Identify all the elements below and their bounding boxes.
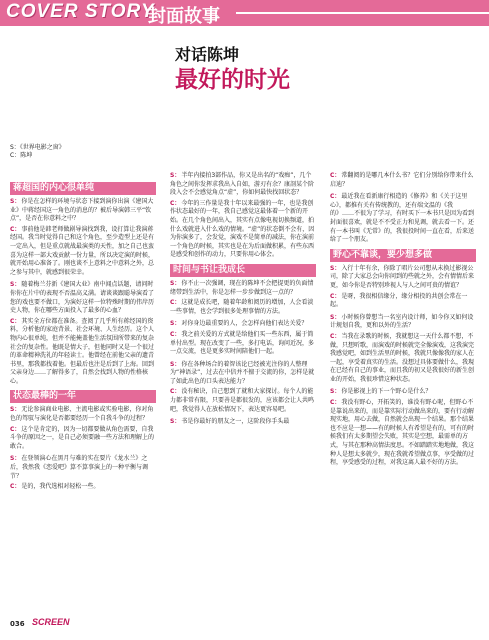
interview-answer <box>10 226 156 278</box>
interview-answer <box>330 193 476 245</box>
paragraph-text: 最近我在看新康行相造的《修养》和《关于这里心》，都推有关有传统教的，还有端文温的《我的》……不很为了学习，有时买下一本书只是因为看到封面很喜欢，就是不不受正力和见调，就去看一下。还有一本书叫《无常》的，我很投时间一直在看，后来送给了一个朋友。 <box>330 193 475 244</box>
paragraph-text: 你不止一次强调，现在的陈坤不会把提更的负面情绪带到生活中，你是怎样一步步做到这一点的？ <box>170 279 314 296</box>
paragraph-text: 小时候你曾想当一名室内设计师，如今你又如何设计规划自我，更和以外的生活？ <box>330 313 474 330</box>
section-label-en: COVER STORY <box>6 1 155 22</box>
text-column-3 <box>330 170 476 472</box>
speaker-label: C： <box>10 317 21 325</box>
paragraph-text: 随着梅兰芬新《建国大业》南中闻点话题，请问时你你在片中的表现不否温高义满。请谈谈跟聪导演看了您的戏也要不做口，为演好这样一位特殊时期的伟岸历史人物，你在哪些方面投入了最多的心血？ <box>10 281 155 315</box>
speaker-label: C： <box>10 225 21 233</box>
article-title: 对话陈坤 <box>175 45 240 64</box>
speaker-label: C： <box>330 332 341 340</box>
header-banner <box>0 0 489 26</box>
speaker-label: S： <box>170 279 181 287</box>
interview-question <box>10 406 156 423</box>
paragraph-text: 今年的三作量是我十年以来最强的一年，也是我创作状态最好的一年，我自己感觉这最体着一个新的开始。在几个角色间出入，其实有点像电视切换频道，拍什么戏就进入什么戏的情境。“虚”的状态倒不会有，因为你演多了，会发觉，演戏不是简单的减法，你在演前一个角色的时候，其实也是在为后面做积累，有些东西是感受和创作的动力，只要你用心体会。 <box>170 199 315 259</box>
interview-question <box>330 265 476 291</box>
interview-answer <box>330 172 476 189</box>
paragraph-text: 没有秘诀，自己想到了就和大家探讨。每个人的能力都非常有限，只要善是都很发的，应该都会让人共鸣吧，我觉得人在放松情况下，表达更容易吧。 <box>170 388 315 413</box>
paragraph-text: 半年内接拍3部作品，你又是出名的“戏痴”，几个角色之间你发挥求我出入自如，游刃有余？康剖某个阶段入会不会感觉角点“虚”，你如何最快找回状态？ <box>170 172 315 197</box>
interview-answer <box>330 399 476 468</box>
interview-question <box>10 455 156 481</box>
speaker-label: C： <box>10 425 21 433</box>
interview-question <box>170 418 316 427</box>
section-heading: 蒋超国的内心很单纯 <box>10 182 156 195</box>
speaker-label: S： <box>10 281 21 289</box>
interview-question <box>10 198 156 224</box>
speaker-label: S： <box>170 172 181 179</box>
article-subtitle: 最好的时光 <box>175 66 290 93</box>
section-heading: 状态最棒的一年 <box>10 390 156 403</box>
speaker-label: C： <box>170 388 181 396</box>
speaker-label: S： <box>170 418 181 426</box>
text-column-2 <box>170 170 316 429</box>
interview-answer <box>10 483 156 492</box>
paragraph-text: 入行十年有余，你除了唱片公司想从未换过影视公司，除了大家总会向你问到的些就之外，会有情情后来更，如今你是否特别珍视人与人之间可贵的情谊？ <box>330 264 475 289</box>
section-label-cn: 封面故事 <box>148 6 220 27</box>
paragraph-text: 书是你最好的朋友之一，这阶段你手头最 <box>181 418 290 426</box>
paragraph-text: 在登领演心在黑月与难的实在要片《龙水兰》之后，我然我《恋爱吧》算不算事演上的一种平衡与调节？ <box>10 455 149 480</box>
speaker-key-s: S：《世界电影之窗》 <box>10 144 65 151</box>
text-column-1 <box>10 180 156 496</box>
magazine-logo: SCREEN <box>32 617 70 627</box>
interview-answer <box>170 299 316 316</box>
paragraph-text: 这就是成长吧，随着年龄和阅历的增加，人会看淡一些事情，也会学到很多处理事情的方法。 <box>170 299 314 315</box>
paragraph-text: 我没有野心，开拓笑的，谁没有野心呢，但野心不是靠说出来的，而是靠实际行动做出来的，要有行动解现实地，用心去做，自然就会出现一个结果。那个结果也不应是一想——有的时候人有希望是有的，可有的时候我们有太多期望会失败，其实是空想，最需单的方式，与其在那种高情法度思。不如踏踏实地地做，我这种人是想太多就少，现在我就希望做点事，享受做的过程，享受感受的过程，对我这离人最不好的方法。 <box>330 399 475 467</box>
interview-answer <box>10 318 156 387</box>
paragraph-text: 你在各种场合的着智该论已经被光注你的人整理为“神语录”，过去在中信并不擅于交流的你，怎样是就了如此出色的口头表达能力？ <box>170 360 315 385</box>
speaker-label: C： <box>330 193 341 201</box>
paragraph-text: 对你身边最重要的人，会怎样向他们表达关爱？ <box>181 320 308 328</box>
paragraph-text: 常翻阅的是哪几本什么书？它们分别给你带来什么启迪？ <box>330 172 474 188</box>
interview-question <box>170 361 316 387</box>
speaker-label: C： <box>170 330 181 338</box>
speaker-key-c: C：陈坤 <box>10 152 33 159</box>
speaker-label: C： <box>170 199 181 207</box>
speaker-label: C： <box>330 292 341 300</box>
section-heading: 时间与书让我成长 <box>170 264 316 277</box>
speaker-label: C： <box>10 483 21 491</box>
paragraph-text: 无论参演商业电影、主流电影或实验电影，你对角色的驾驭与演化是否都要经历一个自我斗争的过程？ <box>10 406 154 423</box>
speaker-key <box>10 144 65 160</box>
interview-answer <box>10 426 156 452</box>
interview-question <box>170 172 316 198</box>
speaker-label: S： <box>10 455 21 463</box>
page-number: 036 <box>10 620 25 628</box>
interview-question <box>330 314 476 331</box>
interview-answer <box>170 388 316 414</box>
interview-question <box>170 320 316 329</box>
interview-answer <box>330 333 476 385</box>
speaker-label: S： <box>10 406 21 414</box>
interview-answer <box>170 200 316 260</box>
paragraph-text: 是呀，我很相信缘分，缘分相投的共创会常在一起。 <box>330 292 468 309</box>
speaker-label: S： <box>330 313 341 321</box>
speaker-label: C： <box>170 299 181 307</box>
paragraph-text: 这个是肯定的，因为一切都要做从角色需要，自我斗争的原因之一，是自己必须要融一些方法和理解上的敢合。 <box>10 425 155 450</box>
paragraph-text: 你是影视上的下一个野心是什么？ <box>341 388 432 396</box>
speaker-label: S： <box>330 264 341 272</box>
header-rule <box>236 12 489 14</box>
interview-answer <box>170 331 316 357</box>
speaker-label: S： <box>10 198 21 205</box>
paragraph-text: 是的，我代选相对轻松一些。 <box>21 483 100 491</box>
speaker-label: S： <box>170 320 181 328</box>
speaker-label: C： <box>330 172 341 179</box>
interview-question <box>330 388 476 397</box>
paragraph-text: 当我在录歌的时候，我就想这一天什么都不想，不做，只想听歌，而演戏的时候就完全像演戏，这我演完我感觉吧，如到生活里的时候，我就只像像我的家人在一起，享受着真实的生活。没想过具体要做什么，我現在已经有自己的事业，而且我的初又是我很好的新生创业的开始，我很珍惜这种状态。 <box>330 332 475 383</box>
interview-question <box>170 280 316 297</box>
paragraph-text: 事前他是韩老师做剧导演找到我，设打算让我演蒋经国。我当时觉得自己和这个角色，至少造型上还是有一定出入，但是重点就战最演类的天性，加之自己也蛮喜为这样一部大戏贡献一份力量，所以决定演的时候，就开始用心准备了。刚也谈不上意料之中意料之外，总之参与其中，就感到很荣幸。 <box>10 225 155 276</box>
interview-answer <box>330 293 476 310</box>
paragraph-text: 其实全方位都在准备。查阅了几乎所有蒋经国的资料，分析他的家庭背景、社会环境、人生经历。这个人物内心很单纯，但并不能掩盖他生活氛围所带来的复杂社会的复杂性。他既是情大子，但他同时又是一个很过的革命精神洗礼的年轻读士。他曾经在前他父亲的遗青书里，那我都找着他。但最后也注是后到了上海。回到父亲身边……了解得多了，自然会找到人物的性格核心。 <box>10 317 155 385</box>
speaker-label: S： <box>330 388 341 396</box>
interview-question <box>10 281 156 315</box>
paragraph-text: 你是在怎样的环境与状态下接到演你出演《建国大业》中蒋经国这一角色的消息的？被后导演韩三平“钦点”，是否在你意料之中？ <box>10 198 154 223</box>
speaker-label: C： <box>330 399 341 407</box>
paragraph-text: 我之前关爱的方式就是给他们买一些东西，属于简单付出型。现在改变了一些，多打电话，询问近况，多一点交流，也是更多实时间陪他们一起。 <box>170 330 315 356</box>
speaker-label: S： <box>170 360 181 368</box>
section-heading: 野心不靠谈，要少想多做 <box>330 249 476 262</box>
